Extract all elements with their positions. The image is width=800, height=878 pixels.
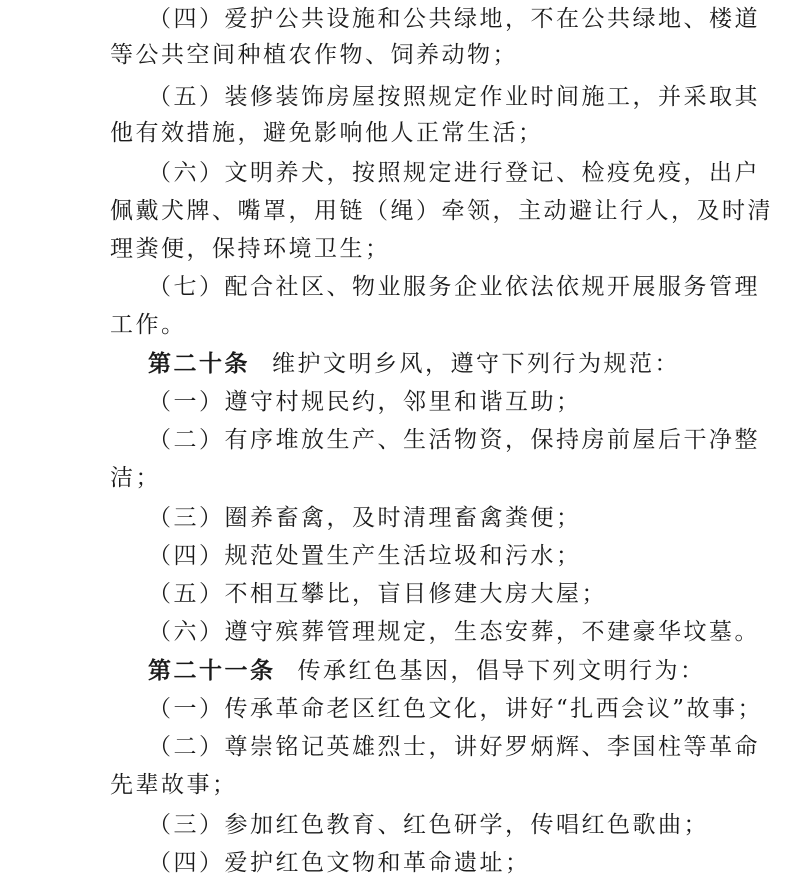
- article-21-text: 传承红色基因，倡导下列文明行为：: [297, 658, 706, 684]
- text-line: （六）文明养犬，按照规定进行登记、检疫免疫，出户: [148, 160, 760, 186]
- text-line: （七）配合社区、物业服务企业依法依规开展服务管理: [148, 274, 760, 300]
- article-20-heading: 第二十条: [148, 350, 250, 377]
- article-20-line: [148, 349, 680, 379]
- text-line: 佩戴犬牌、嘴罩，用链（绳）牵领，主动避让行人，及时清: [110, 198, 773, 224]
- text-line: （四）爱护红色文物和革命遗址；: [148, 850, 531, 876]
- article-21-heading: 第二十一条: [148, 657, 276, 684]
- article-21-line: [148, 656, 706, 686]
- text-line: （五）装修装饰房屋按照规定作业时间施工，并采取其: [148, 84, 760, 110]
- text-line: 先辈故事；: [110, 772, 238, 798]
- text-line: （三）圈养畜禽，及时清理畜禽粪便；: [148, 505, 582, 531]
- text-line: （二）尊崇铭记英雄烈士，讲好罗炳辉、李国柱等革命: [148, 734, 760, 760]
- text-line: （一）遵守村规民约，邻里和谐互助；: [148, 389, 582, 415]
- text-line: （五）不相互攀比，盲目修建大房大屋；: [148, 581, 607, 607]
- text-line: 工作。: [110, 312, 187, 338]
- text-line: （三）参加红色教育、红色研学，传唱红色歌曲；: [148, 812, 709, 838]
- text-line: （四）规范处置生产生活垃圾和污水；: [148, 543, 582, 569]
- text-line: 洁；: [110, 465, 161, 491]
- text-line: （一）传承革命老区红色文化，讲好“扎西会议”故事；: [148, 696, 764, 722]
- article-20-text: 维护文明乡风，遵守下列行为规范：: [272, 351, 680, 377]
- text-line: 等公共空间种植农作物、饲养动物；: [110, 42, 518, 68]
- text-line: （六）遵守殡葬管理规定，生态安葬，不建豪华坟墓。: [148, 619, 760, 645]
- text-line: （四）爱护公共设施和公共绿地，不在公共绿地、楼道: [148, 6, 760, 32]
- text-line: 他有效措施，避免影响他人正常生活；: [110, 120, 544, 146]
- text-line: （二）有序堆放生产、生活物资，保持房前屋后干净整: [148, 427, 760, 453]
- text-line: 理粪便，保持环境卫生；: [110, 236, 391, 262]
